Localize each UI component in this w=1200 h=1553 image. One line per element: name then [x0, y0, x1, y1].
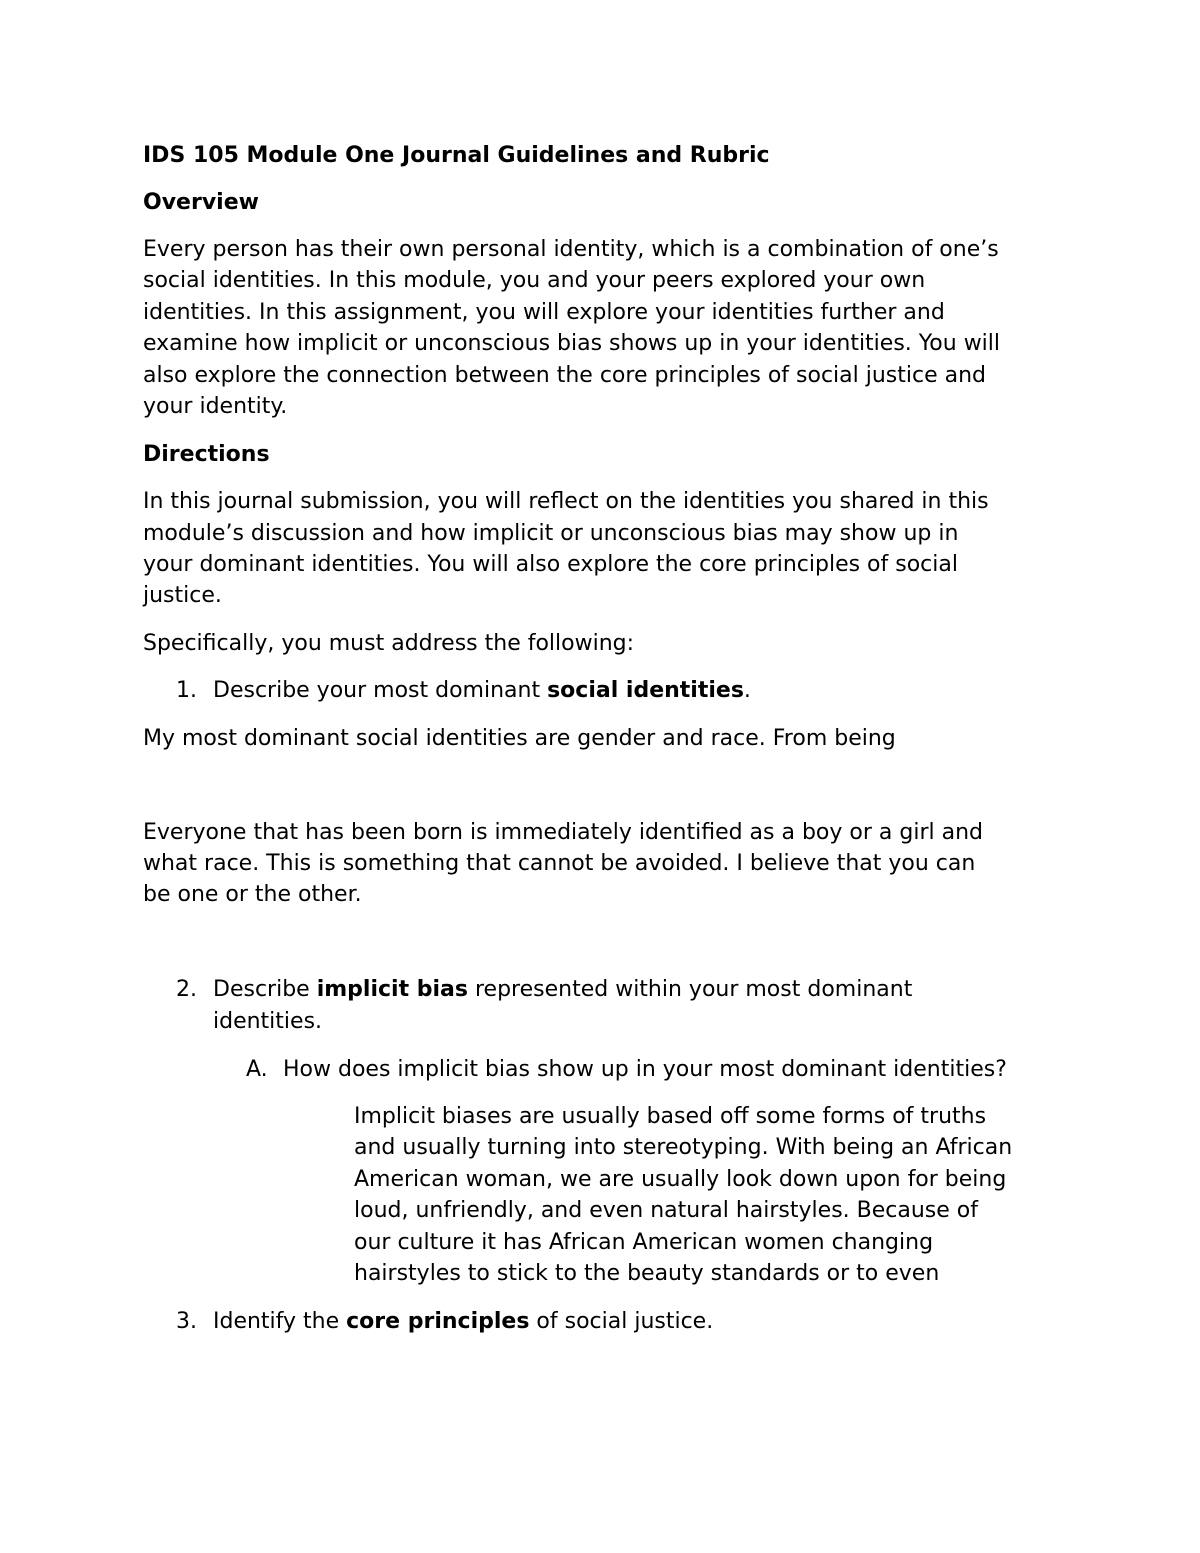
item1-answer: Everyone that has been born is immediately identified as a boy or a girl and — [143, 820, 983, 845]
overview-line: your identity. — [143, 394, 288, 419]
sub-a-answer: Implicit biases are usually based off some forms of truths — [354, 1104, 987, 1129]
overview-heading: Overview — [143, 190, 259, 215]
item1-prompt — [213, 675, 751, 706]
directions-line: module’s discussion and how implicit or unconscious bias may show up in — [143, 521, 959, 546]
overview-line: also explore the connection between the core principles of social justice and — [143, 363, 987, 388]
item3-prefix: Identify the — [213, 1309, 347, 1334]
item1-prefix: Describe your most dominant — [213, 678, 548, 703]
sub-a-answer: American woman, we are usually look down upon for being — [354, 1167, 1007, 1192]
overview-line: Every person has their own personal identity, which is a combination of one’s — [143, 237, 999, 262]
sub-letter: A. — [246, 1057, 268, 1082]
overview-line: social identities. In this module, you and your peers explored your own — [143, 268, 926, 293]
directions-line: justice. — [143, 583, 222, 608]
item1-answer-line: My most dominant social identities are gender and race. From being — [143, 726, 896, 751]
list-number: 2. — [176, 977, 197, 1002]
item2-prompt-line2: identities. — [213, 1009, 323, 1034]
item1-suffix: . — [743, 678, 751, 703]
overview-line: examine how implicit or unconscious bias shows up in your identities. You will — [143, 331, 1001, 356]
sub-a-prompt: How does implicit bias show up in your most dominant identities? — [283, 1057, 1007, 1082]
item2-prefix: Describe — [213, 977, 317, 1002]
overview-line: identities. In this assignment, you will explore your identities further and — [143, 300, 945, 325]
item2-suffix: represented within your most dominant — [467, 977, 913, 1002]
item1-answer: what race. This is something that cannot be avoided. I believe that you can — [143, 851, 976, 876]
list-number: 3. — [176, 1309, 197, 1334]
directions-heading: Directions — [143, 442, 270, 467]
specifically-line: Specifically, you must address the following: — [143, 631, 635, 656]
directions-line: your dominant identities. You will also explore the core principles of social — [143, 552, 958, 577]
item2-bold: implicit bias — [316, 977, 468, 1002]
sub-a-answer: and usually turning into stereotyping. With being an African — [354, 1135, 1013, 1160]
item2-prompt — [213, 974, 912, 1005]
item1-bold: social identities — [547, 678, 744, 703]
list-number: 1. — [176, 678, 197, 703]
sub-a-answer: hairstyles to stick to the beauty standards or to even — [354, 1261, 940, 1286]
document-title: IDS 105 Module One Journal Guidelines and Rubric — [143, 143, 770, 168]
sub-a-answer: our culture it has African American women changing — [354, 1230, 934, 1255]
item1-answer: be one or the other. — [143, 882, 362, 907]
sub-a-answer: loud, unfriendly, and even natural hairstyles. Because of — [354, 1198, 978, 1223]
directions-line: In this journal submission, you will reflect on the identities you shared in this — [143, 489, 989, 514]
item3-prompt — [213, 1306, 713, 1337]
item3-bold: core principles — [346, 1309, 530, 1334]
item3-suffix: of social justice. — [529, 1309, 714, 1334]
